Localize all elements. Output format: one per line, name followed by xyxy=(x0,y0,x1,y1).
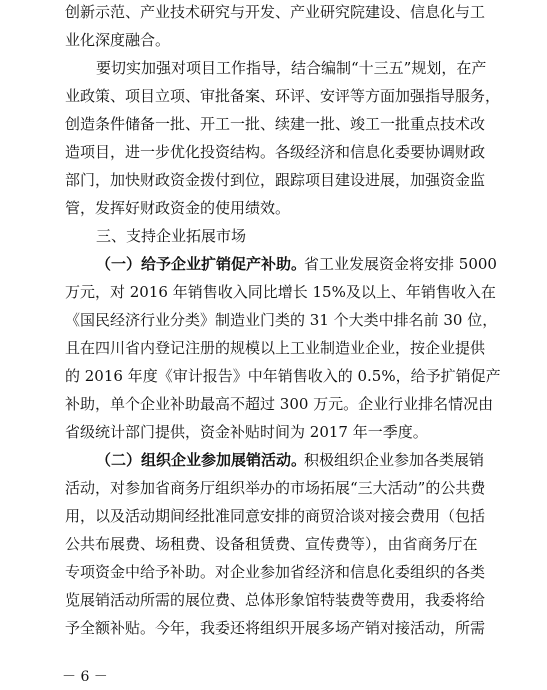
line-text: 创新示范、产业技术研究与开发、产业研究院建设、信息化与工 xyxy=(65,3,486,21)
text-line xyxy=(0,114,547,134)
line-text: 《国民经济行业分类》制造业门类的 31 个大类中排名前 30 位， xyxy=(65,311,498,329)
line-text: 部门，加快财政资金拨付到位，跟踪项目建设进展，加强资金监 xyxy=(65,171,486,189)
line-text: 管，发挥好财政资金的使用绩效。 xyxy=(65,199,291,217)
text-line xyxy=(0,226,547,246)
page-number: － 6 － xyxy=(62,669,108,685)
text-line xyxy=(0,478,547,498)
line-text: 业化深度融合。 xyxy=(65,31,171,49)
text-line xyxy=(0,198,547,218)
text-line xyxy=(0,366,547,386)
line-text: 补助，单个企业补助最高不超过 300 万元。企业行业排名情况由 xyxy=(65,395,494,413)
text-line xyxy=(0,590,547,610)
text-line xyxy=(0,30,547,50)
text-line xyxy=(0,170,547,190)
text-line xyxy=(0,450,547,470)
line-text: 要切实加强对项目工作指导，结合编制“十三五”规划，在产 xyxy=(96,59,487,77)
text-line xyxy=(0,142,547,162)
subheading: （二）组织企业参加展销活动。 xyxy=(96,451,307,469)
text-line xyxy=(0,254,547,274)
text-line xyxy=(0,394,547,414)
line-text: 创造条件储备一批、开工一批、续建一批、竣工一批重点技术改 xyxy=(65,115,486,133)
text-line xyxy=(0,2,547,22)
line-text: 省级统计部门提供，资金补贴时间为 2017 年一季度。 xyxy=(65,423,428,441)
text-line xyxy=(0,86,547,106)
line-text: 专项资金中给予补助。对企业参加省经济和信息化委组织的各类 xyxy=(65,563,486,581)
subheading: （一）给予企业扩销促产补助。 xyxy=(96,255,307,273)
line-text: 且在四川省内登记注册的规模以上工业制造业企业，按企业提供 xyxy=(65,339,486,357)
line-text: 活动，对参加省商务厅组织举办的市场拓展“三大活动”的公共费 xyxy=(65,479,486,497)
line-text: 业政策、项目立项、审批备案、环评、安评等方面加强指导服务， xyxy=(65,87,501,105)
line-text: 造项目，进一步优化投资结构。各级经济和信息化委要协调财政 xyxy=(65,143,486,161)
line-text: 予全额补贴。今年，我委还将组织开展多场产销对接活动，所需 xyxy=(65,619,486,637)
line-text: 省工业发展资金将安排 5000 xyxy=(304,255,497,273)
text-line xyxy=(0,310,547,330)
line-text: 公共布展费、场租费、设备租赁费、宣传费等），由省商务厅在 xyxy=(65,535,478,553)
section-heading: 三、支持企业拓展市场 xyxy=(96,227,247,245)
line-text: 积极组织企业参加各类展销 xyxy=(304,451,485,469)
text-line xyxy=(0,618,547,638)
text-line xyxy=(0,282,547,302)
text-line xyxy=(0,562,547,582)
text-line xyxy=(0,58,547,78)
line-text: 万元，对 2016 年销售收入同比增长 15%及以上、年销售收入在 xyxy=(65,283,496,301)
text-line xyxy=(0,534,547,554)
text-line xyxy=(0,422,547,442)
text-line xyxy=(0,338,547,358)
line-text: 的 2016 年度《审计报告》中年销售收入的 0.5%，给予扩销促产 xyxy=(65,367,501,385)
line-text: 览展销活动所需的展位费、总体形象馆特装费等费用，我委将给 xyxy=(65,591,486,609)
text-line xyxy=(0,506,547,526)
line-text: 用，以及活动期间经批准同意安排的商贸洽谈对接会费用（包括 xyxy=(65,507,486,525)
